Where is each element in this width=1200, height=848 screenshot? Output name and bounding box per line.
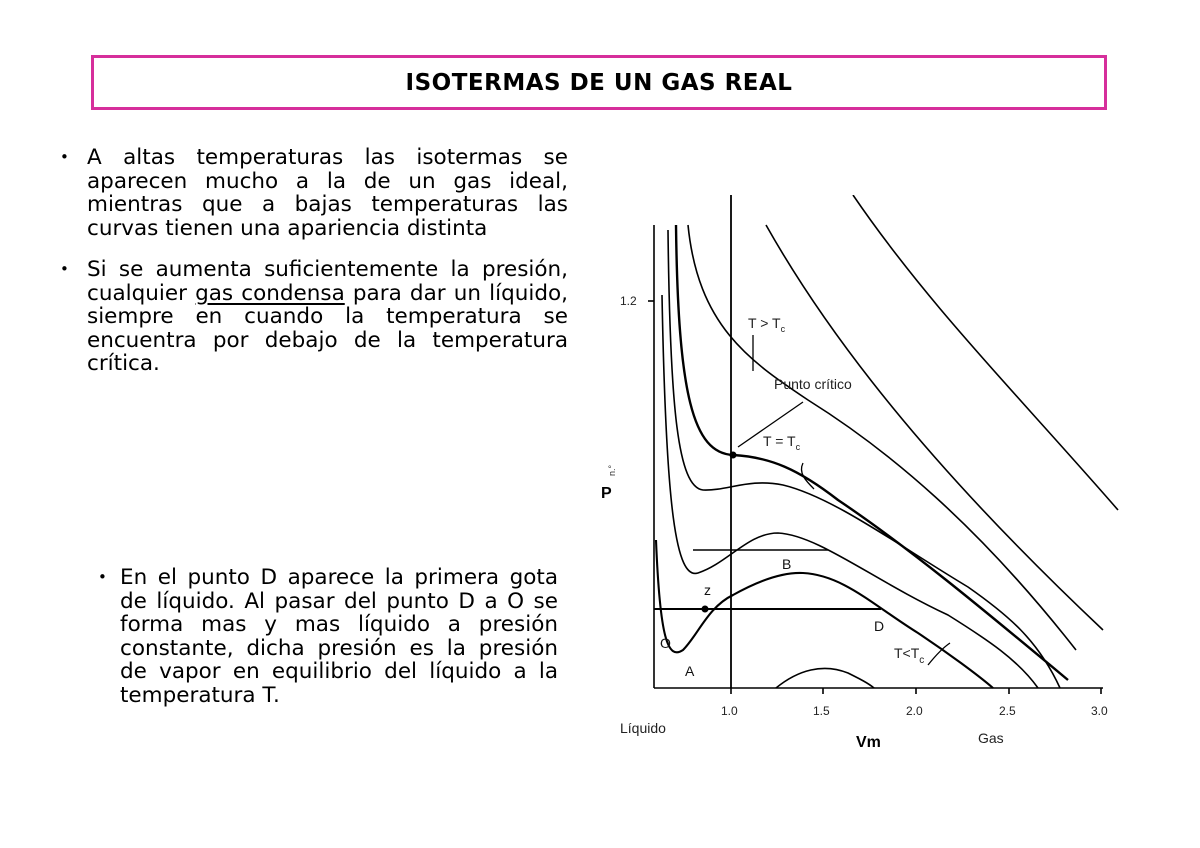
label-t-greater-sub: c <box>780 324 786 334</box>
isotherm-sub-3 <box>656 540 993 688</box>
right-region-label: Gas <box>978 730 1004 746</box>
isotherm-hot-3 <box>766 225 1103 630</box>
bullet-2-post: para dar un líquido, siempre en cuando la temperatura se encuentra por debajo de la temperatura crítica. <box>87 280 568 376</box>
bullet-list <box>60 146 568 394</box>
isotherm-sub-1 <box>668 230 1060 688</box>
bullet-item-3 <box>98 566 558 707</box>
x-axis-label: Vm <box>856 734 881 751</box>
isotherm-hot-4 <box>853 195 1118 510</box>
arrow-t-equal <box>801 463 814 489</box>
y-axis-label: P <box>601 485 612 502</box>
point-label-a: A <box>685 663 695 679</box>
y-axis-superscript: n.° <box>607 464 617 476</box>
isotherm-low-bump <box>776 668 874 688</box>
page-title: ISOTERMAS DE UN GAS REAL <box>405 69 793 96</box>
label-t-equal <box>763 433 801 452</box>
label-critical-point: Punto crítico <box>774 376 852 392</box>
label-t-less <box>894 645 924 666</box>
bullet-2-pre: Si se aumenta suficientemente la presión, cualquier <box>87 257 568 306</box>
isotherm-diagram <box>598 195 1128 770</box>
bullet-3-text: En el punto D aparece la primera gota de líquido. Al pasar del punto D a O se forma mas y mas líquido a presión constante, dicha presión es la presión de vapor en equilibrio del líquido a la temperatura T. <box>120 565 558 708</box>
x-tick-label-2: 1.5 <box>813 704 830 718</box>
title-box <box>91 55 1107 110</box>
label-t-less-sub: c <box>919 655 925 666</box>
isotherm-curves <box>654 195 1118 688</box>
point-label-d: D <box>874 618 885 634</box>
x-tick-label-5: 3.0 <box>1091 704 1108 718</box>
bullet-item-1 <box>60 146 568 240</box>
x-tick-label-3: 2.0 <box>906 704 923 718</box>
isotherm-hot-2 <box>688 225 1076 650</box>
label-t-less-main: T<T <box>894 645 920 661</box>
point-label-o: O <box>660 635 671 651</box>
label-t-greater <box>748 315 786 334</box>
bullet-1-text: A altas temperaturas las isotermas se aparecen mucho a la de un gas ideal, mientras que a bajas temperaturas las curvas tienen una apariencia distinta <box>87 145 568 241</box>
x-tick-label-1: 1.0 <box>721 704 738 718</box>
point-label-z: z <box>704 582 711 598</box>
x-tick-label-4: 2.5 <box>999 704 1016 718</box>
label-t-equal-sub: c <box>795 442 801 452</box>
critical-point-marker <box>730 452 737 459</box>
y-tick-label: 1.2 <box>620 294 637 308</box>
point-z-marker <box>702 606 709 613</box>
bullet-2-underlined: gas condensa <box>195 280 345 306</box>
bullet-item-2 <box>60 258 568 376</box>
point-label-b: B <box>782 556 792 572</box>
label-t-equal-main: T = T <box>763 433 796 449</box>
left-region-label: Líquido <box>620 720 666 736</box>
label-t-greater-main: T > T <box>748 315 781 331</box>
